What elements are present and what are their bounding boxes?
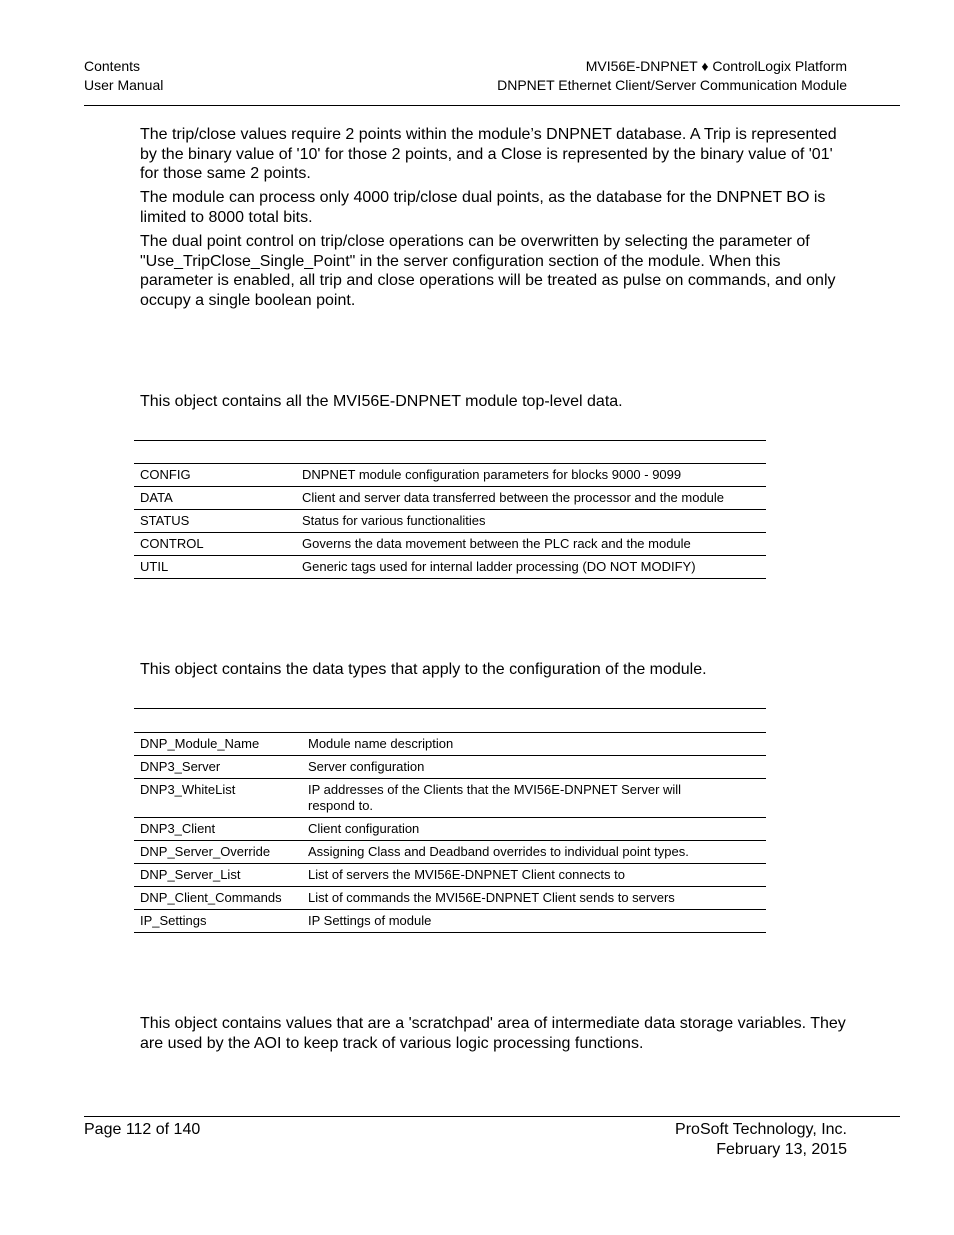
tag-name: DNP3_WhiteList [134, 779, 302, 818]
paragraph: This object contains all the MVI56E-DNPNET module top-level data. [140, 393, 623, 410]
table-row [134, 910, 766, 933]
tag-name: CONTROL [134, 533, 296, 556]
header-document-type: User Manual [84, 77, 164, 93]
paragraph: The trip/close values require 2 points within the module’s DNPNET database. A Trip is represented by the binary value of '10' for those 2 points, and a Close is represented by the binary value of '01' for those same 2 points. [140, 126, 837, 183]
config-tags-table [134, 733, 766, 933]
tag-name: DNP_Server_List [134, 864, 302, 887]
header-right [497, 57, 847, 95]
footer-right [675, 1120, 847, 1160]
header-left [84, 57, 163, 95]
paragraph: The module can process only 4000 trip/close dual points, as the database for the DNPNET BO is limited to 8000 total bits. [140, 189, 826, 226]
tag-name: STATUS [134, 510, 296, 533]
table-row [134, 487, 766, 510]
header-product-title: MVI56E-DNPNET ♦ ControlLogix Platform [585, 58, 847, 74]
company-name: ProSoft Technology, Inc. [675, 1121, 847, 1138]
tag-description: Assigning Class and Deadband overrides to individual point types. [302, 841, 766, 864]
table-top-rule [134, 440, 766, 441]
table-row [134, 556, 766, 579]
trip-close-description [140, 125, 850, 315]
table-row [134, 733, 766, 756]
footer-rule [84, 1116, 900, 1117]
tag-name: DNP3_Server [134, 756, 302, 779]
tag-name: DNP_Module_Name [134, 733, 302, 756]
tag-name: IP_Settings [134, 910, 302, 933]
header-rule [84, 105, 900, 106]
config-object-intro [140, 660, 850, 684]
table-row [134, 533, 766, 556]
tag-description: List of commands the MVI56E-DNPNET Client sends to servers [302, 887, 766, 910]
tag-description: Generic tags used for internal ladder processing (DO NOT MODIFY) [296, 556, 766, 579]
table-row [134, 841, 766, 864]
tag-description: Governs the data movement between the PLC rack and the module [296, 533, 766, 556]
tag-description: Server configuration [302, 756, 766, 779]
tag-name: CONFIG [134, 464, 296, 487]
paragraph: The dual point control on trip/close operations can be overwritten by selecting the parameter of "Use_TripClose_Single_Point" in the server configuration section of the module. When this parameter is enabled, all trip and close operations will be treated as pulse on commands, and only occupy a single boolean point. [140, 233, 836, 309]
table-top-rule [134, 708, 766, 709]
tag-name: DNP_Client_Commands [134, 887, 302, 910]
paragraph: This object contains values that are a 'scratchpad' area of intermediate data storage variables. They are used by the AOI to keep track of various logic processing functions. [140, 1015, 846, 1052]
top-level-object-intro [140, 392, 850, 416]
table-row [134, 864, 766, 887]
table-row [134, 756, 766, 779]
table-row [134, 818, 766, 841]
tag-name: DNP_Server_Override [134, 841, 302, 864]
tag-description: List of servers the MVI56E-DNPNET Client connects to [302, 864, 766, 887]
header-product-subtitle: DNPNET Ethernet Client/Server Communication Module [497, 77, 847, 93]
page-number: Page 112 of 140 [84, 1121, 201, 1138]
tag-description: IP addresses of the Clients that the MVI56E-DNPNET Server will respond to. [302, 779, 766, 818]
tag-name: DATA [134, 487, 296, 510]
table-row [134, 510, 766, 533]
tag-name: UTIL [134, 556, 296, 579]
tag-description: IP Settings of module [302, 910, 766, 933]
tag-description: Module name description [302, 733, 766, 756]
tag-description: Client and server data transferred between the processor and the module [296, 487, 766, 510]
table-row [134, 887, 766, 910]
tag-name: DNP3_Client [134, 818, 302, 841]
tag-description: DNPNET module configuration parameters for blocks 9000 - 9099 [296, 464, 766, 487]
tag-description: Status for various functionalities [296, 510, 766, 533]
top-level-tags-table [134, 464, 766, 579]
util-object-intro [140, 1014, 850, 1058]
publication-date: February 13, 2015 [716, 1141, 847, 1158]
paragraph: This object contains the data types that apply to the configuration of the module. [140, 661, 707, 678]
table-row [134, 464, 766, 487]
table-row [134, 779, 766, 818]
header-section-title: Contents [84, 58, 141, 74]
tag-description: Client configuration [302, 818, 766, 841]
